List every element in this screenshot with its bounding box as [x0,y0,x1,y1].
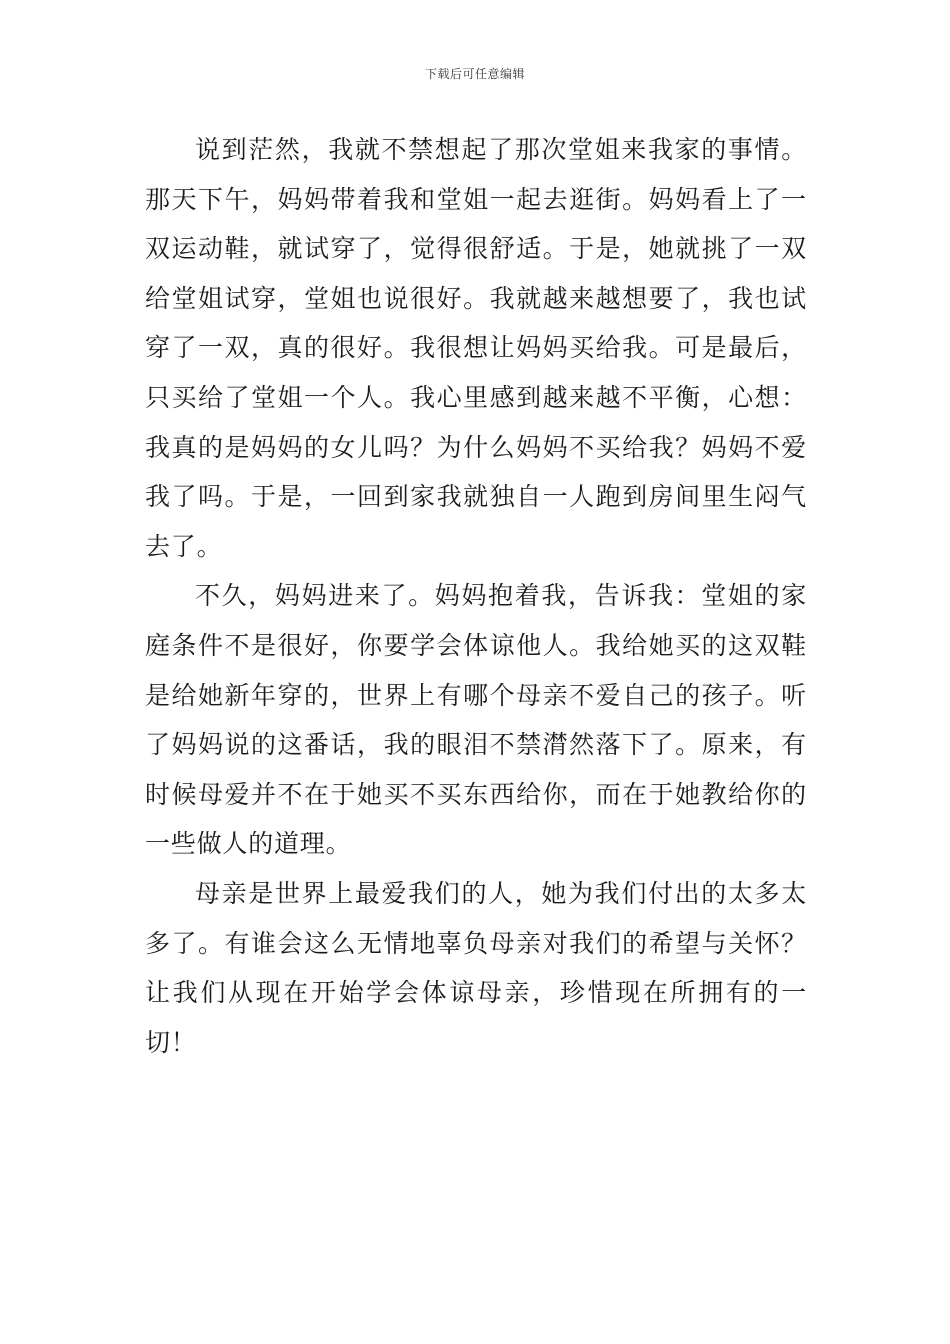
paragraph-3: 母亲是世界上最爱我们的人，她为我们付出的太多太多了。有谁会这么无情地辜负母亲对我们的希望与关怀？让我们从现在开始学会体谅母亲，珍惜现在所拥有的一切！ [145,878,807,1057]
header-note: 下载后可任意编辑 [424,67,525,81]
article-body [145,125,807,1067]
paragraph-1: 说到茫然，我就不禁想起了那次堂姐来我家的事情。那天下午，妈妈带着我和堂姐一起去逛街。妈妈看上了一双运动鞋，就试穿了，觉得很舒适。于是，她就挑了一双给堂姐试穿，堂姐也说很好。我就越来越想要了，我也试穿了一双，真的很好。我很想让妈妈买给我。可是最后，只买给了堂姐一个人。我心里感到越来越不平衡，心想：我真的是妈妈的女儿吗？为什么妈妈不买给我？妈妈不爱我了吗。于是，一回到家我就独自一人跑到房间里生闷气去了。 [145,135,807,561]
paragraph-2: 不久，妈妈进来了。妈妈抱着我，告诉我：堂姐的家庭条件不是很好，你要学会体谅他人。我给她买的这双鞋是给她新年穿的，世界上有哪个母亲不爱自己的孩子。听了妈妈说的这番话，我的眼泪不禁潸然落下了。原来，有时候母爱并不在于她买不买东西给你，而在于她教给你的一些做人的道理。 [145,581,807,859]
